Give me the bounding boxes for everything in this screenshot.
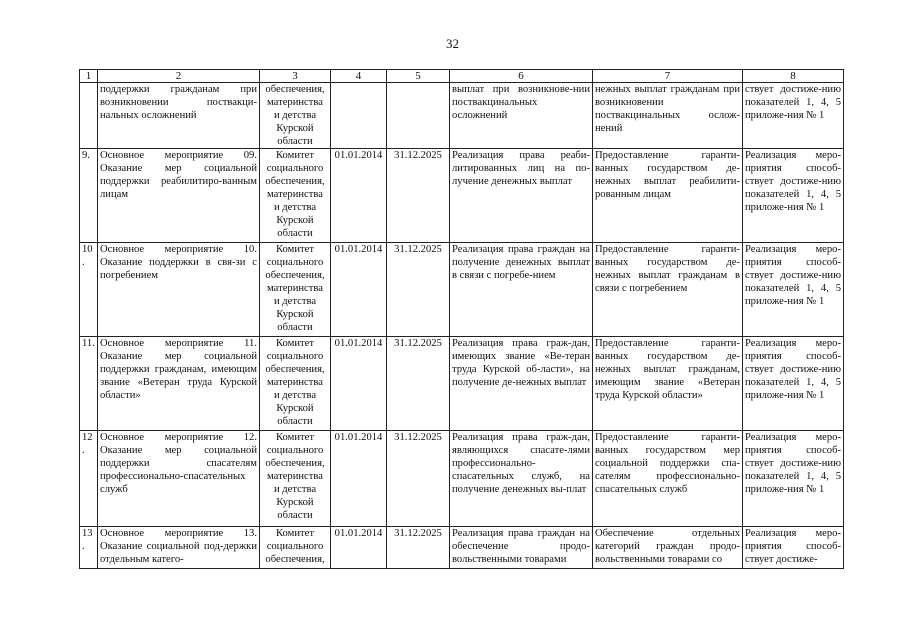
- executor: Комитет социального обеспечения, материнства и детства Курской области: [265, 432, 325, 521]
- executor: Комитет социального обеспечения,: [265, 528, 325, 565]
- expected-result: выплат при возникнове-нии поствакцинальных осложнений: [450, 83, 593, 149]
- measures-table: [79, 69, 844, 569]
- measure-name: Основное мероприятие 12. Оказание мер социальной поддержки спасателям профессионально-спасательных служб: [98, 431, 260, 527]
- start-date: 01.01.2014: [331, 243, 387, 337]
- row-number: [80, 83, 98, 149]
- executor: Комитет социального обеспечения, материнства и детства Курской области: [265, 244, 325, 333]
- column-number: 4: [331, 70, 387, 83]
- indicator-link: Реализация меро-приятия способ-ствует достиже-: [743, 527, 844, 569]
- table-row: [80, 431, 844, 527]
- column-number: 5: [387, 70, 450, 83]
- indicator-link: Реализация меро-приятия способ-ствует достиже-нию показателей 1, 4, 5 приложе-ния № 1: [743, 243, 844, 337]
- start-date: 01.01.2014: [331, 527, 387, 569]
- expected-result: Реализация права граждан на получение денежных выплат в связи с погребе-нием: [450, 243, 593, 337]
- table-row: [80, 337, 844, 431]
- column-number: 2: [98, 70, 260, 83]
- expected-result: Реализация права граж-дан, являющихся спасате-лями профессионально-спасательных служб, на получение денежных вы-плат: [450, 431, 593, 527]
- end-date: 31.12.2025: [387, 527, 450, 569]
- start-date: 01.01.2014: [331, 431, 387, 527]
- measure-name: Основное мероприятие 11. Оказание мер социальной поддержки гражданам, имеющим звание «Ветеран труда Курской области»: [98, 337, 260, 431]
- consequences: Предоставление гаранти-ванных государством де-нежных выплат гражданам в связи с погребением: [593, 243, 743, 337]
- table-row: [80, 527, 844, 569]
- end-date: 31.12.2025: [387, 149, 450, 243]
- consequences: Обеспечение отдельных категорий граждан продо-вольственными товарами со: [593, 527, 743, 569]
- consequences: нежных выплат гражданам при возникновении поствакцинальных ослож-нений: [593, 83, 743, 149]
- indicator-link: Реализация меро-приятия способ-ствует достиже-нию показателей 1, 4, 5 приложе-ния № 1: [743, 337, 844, 431]
- row-number: 10.: [80, 243, 98, 337]
- expected-result: Реализация права граждан на обеспечение продо-вольственными товарами: [450, 527, 593, 569]
- page-number: 32: [446, 36, 459, 51]
- end-date: 31.12.2025: [387, 243, 450, 337]
- column-number: 7: [593, 70, 743, 83]
- column-number: 3: [260, 70, 331, 83]
- measure-name: Основное мероприятие 10. Оказание поддержки в свя-зи с погребением: [98, 243, 260, 337]
- row-number: 9.: [80, 149, 98, 243]
- executor: Комитет социального обеспечения, материнства и детства Курской области: [265, 150, 325, 239]
- start-date: 01.01.2014: [331, 337, 387, 431]
- end-date: 31.12.2025: [387, 337, 450, 431]
- measure-name: поддержки гражданам при возникновении поствакци-нальных осложнений: [98, 83, 260, 149]
- table-row: [80, 149, 844, 243]
- column-number: 6: [450, 70, 593, 83]
- expected-result: Реализация права реаби-литированных лиц на по-лучение денежных выплат: [450, 149, 593, 243]
- table-row: [80, 83, 844, 149]
- consequences: Предоставление гаранти-ванных государством де-нежных выплат гражданам, имеющим звание «Ветеран труда Курской области»: [593, 337, 743, 431]
- indicator-link: Реализация меро-приятия способ-ствует достиже-нию показателей 1, 4, 5 приложе-ния № 1: [743, 149, 844, 243]
- measure-name: Основное мероприятие 13. Оказание социальной под-держки отдельным катего-: [98, 527, 260, 569]
- indicator-link: ствует достиже-нию показателей 1, 4, 5 приложе-ния № 1: [743, 83, 844, 149]
- end-date: 31.12.2025: [387, 431, 450, 527]
- consequences: Предоставление гаранти-ванных государством де-нежных выплат реабилити-рованным лицам: [593, 149, 743, 243]
- start-date: 01.01.2014: [331, 149, 387, 243]
- end-date: [387, 83, 450, 149]
- row-number: 13.: [80, 527, 98, 569]
- executor: обеспечения, материнства и детства Курской области: [265, 84, 325, 147]
- start-date: [331, 83, 387, 149]
- indicator-link: Реализация меро-приятия способ-ствует достиже-нию показателей 1, 4, 5 приложе-ния № 1: [743, 431, 844, 527]
- consequences: Предоставление гаранти-ванных государством мер социальной поддержки спа-сателям профессионально-спасательных служб: [593, 431, 743, 527]
- column-number: 8: [743, 70, 844, 83]
- expected-result: Реализация права граж-дан, имеющих звание «Ве-теран труда Курской об-ласти», на получение де-нежных выплат: [450, 337, 593, 431]
- table-row: [80, 243, 844, 337]
- executor: Комитет социального обеспечения, материнства и детства Курской области: [265, 338, 325, 427]
- column-number-row: [80, 70, 844, 83]
- measure-name: Основное мероприятие 09. Оказание мер социальной поддержки реабилитиро-ванным лицам: [98, 149, 260, 243]
- row-number: 12.: [80, 431, 98, 527]
- row-number: 11.: [80, 337, 98, 431]
- column-number: 1: [80, 70, 98, 83]
